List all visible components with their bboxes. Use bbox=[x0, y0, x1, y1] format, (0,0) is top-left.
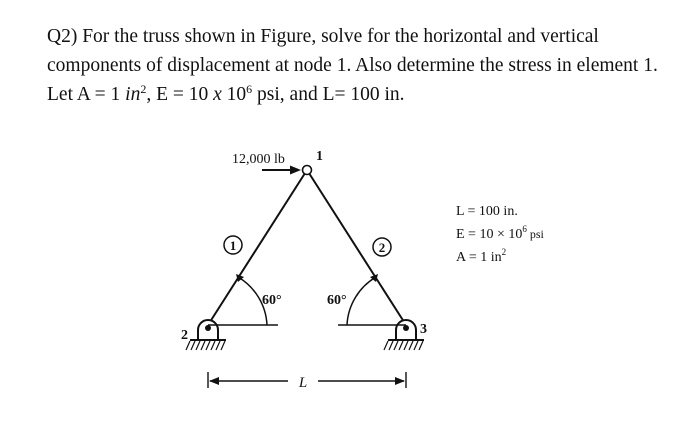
modulus-suffix: psi, and L= 100 in. bbox=[252, 84, 405, 105]
element-1-member bbox=[208, 170, 307, 325]
modulus-base: 10 bbox=[221, 84, 247, 105]
modulus-prefix: , E = 10 bbox=[146, 84, 214, 105]
prop-modulus bbox=[456, 224, 545, 242]
span-label: L bbox=[298, 375, 308, 391]
prop-area bbox=[456, 247, 506, 265]
element-2-marker bbox=[373, 238, 391, 256]
element-1-marker bbox=[224, 236, 242, 254]
node-3-label: 3 bbox=[420, 322, 427, 337]
node-2-label: 2 bbox=[181, 328, 188, 343]
prop-modulus-unit: psi bbox=[526, 227, 544, 241]
times-symbol: x bbox=[213, 84, 222, 105]
prop-area-base: A = 1 in bbox=[456, 250, 502, 265]
node-1-pin bbox=[303, 166, 312, 175]
prop-area-exponent: 2 bbox=[501, 247, 507, 257]
prop-modulus-exponent: 6 bbox=[522, 224, 527, 234]
right-angle-label: 60° bbox=[327, 293, 347, 308]
prop-length: L = 100 in. bbox=[456, 204, 518, 219]
question-line-2: components of displacement at node 1. Also determine the stress in element 1. bbox=[47, 55, 658, 76]
area-prefix: Let A = 1 bbox=[47, 84, 126, 105]
area-unit: in bbox=[125, 84, 141, 105]
element-1-number: 1 bbox=[229, 238, 237, 253]
element-2-number: 2 bbox=[378, 240, 386, 255]
modulus-exponent: 6 bbox=[246, 82, 253, 96]
prop-modulus-base: E = 10 × 10 bbox=[456, 227, 523, 242]
area-exponent: 2 bbox=[140, 82, 147, 96]
material-properties bbox=[456, 204, 545, 265]
right-angle-indicator bbox=[338, 274, 406, 325]
node-1-label: 1 bbox=[316, 149, 323, 164]
question-line-1: Q2) For the truss shown in Figure, solve for the horizontal and vertical bbox=[47, 26, 599, 47]
load-label: 12,000 lb bbox=[232, 152, 285, 167]
left-angle-label: 60° bbox=[262, 293, 282, 308]
